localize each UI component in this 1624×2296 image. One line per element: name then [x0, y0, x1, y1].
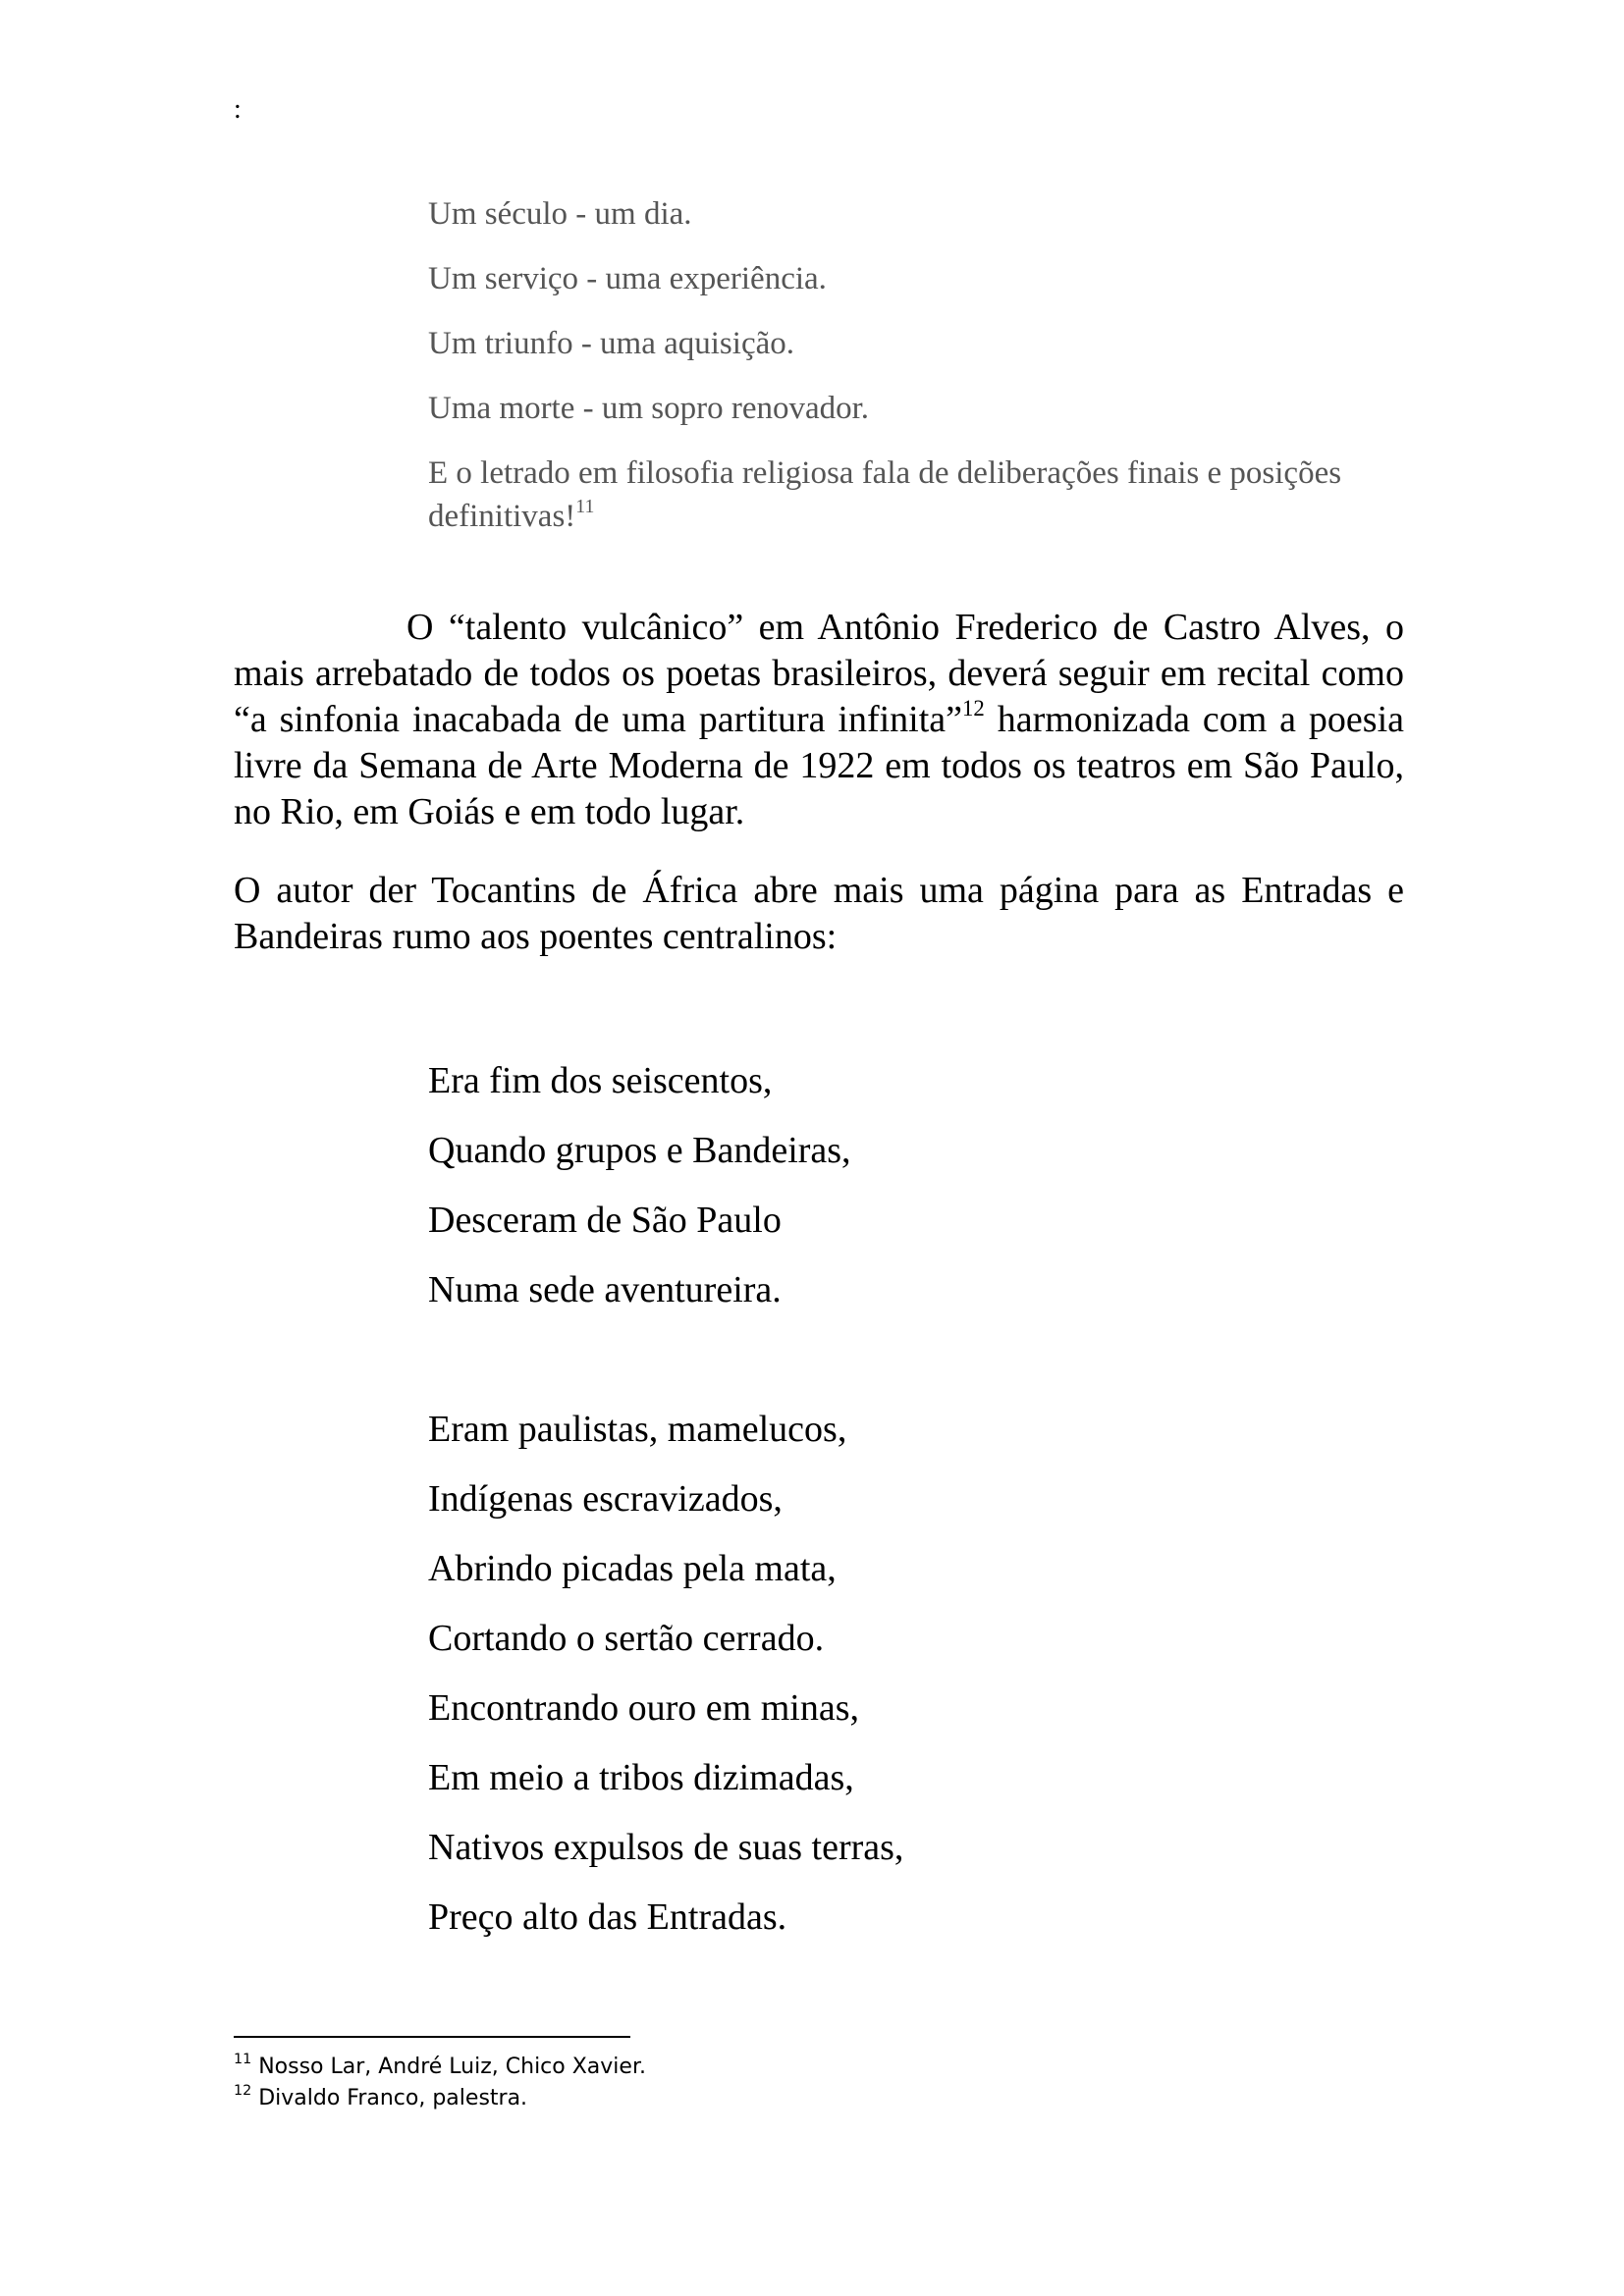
footnote-ref-11: 11 [575, 496, 595, 518]
poem-line: Abrindo picadas pela mata, [428, 1548, 837, 1589]
poem-line: Desceram de São Paulo [428, 1200, 782, 1241]
paragraph-1-text-b: harmonizada com a poesia livre da Semana de Arte Moderna de 1922 em todos os teatros em São Paulo, no Rio, em Goiás e em todo lugar. [234, 699, 1404, 832]
poem-line: Encontrando ouro em minas, [428, 1687, 860, 1729]
leading-colon: : [234, 94, 242, 125]
body-paragraph-1 [234, 605, 1404, 835]
poem-line: Cortando o sertão cerrado. [428, 1618, 825, 1659]
poem-stanza-1 [428, 1058, 1312, 1337]
quote-line-3: Um triunfo - uma aquisição. [428, 326, 794, 361]
poem-line: Eram paulistas, mamelucos, [428, 1409, 847, 1450]
footnotes [234, 2052, 646, 2114]
quote-final-sentence [428, 452, 1410, 538]
footnote-11 [234, 2052, 646, 2083]
footnote-number: 11 [234, 2052, 252, 2068]
quote-final-text: E o letrado em filosofia religiosa fala de deliberações finais e posições definitivas! [428, 455, 1342, 534]
poem-line: Em meio a tribos dizimadas, [428, 1757, 854, 1798]
epigraph-quote [428, 192, 1410, 538]
footnote-number: 12 [234, 2083, 252, 2100]
footnote-ref-12: 12 [962, 696, 985, 721]
poem-line: Indígenas escravizados, [428, 1478, 783, 1520]
quote-line-4: Uma morte - um sopro renovador. [428, 391, 870, 426]
quote-line-2: Um serviço - uma experiência. [428, 261, 827, 296]
footnote-text: Divaldo Franco, palestra. [251, 2086, 528, 2110]
poem-line: Quando grupos e Bandeiras, [428, 1130, 851, 1171]
poem-line: Numa sede aventureira. [428, 1269, 782, 1310]
footnote-separator [234, 2036, 630, 2038]
body-paragraph-2: O autor der Tocantins de África abre mais uma página para as Entradas e Bandeiras rumo aos poentes centralinos: [234, 870, 1404, 957]
footnote-12 [234, 2083, 646, 2114]
poem-line: Nativos expulsos de suas terras, [428, 1827, 904, 1868]
paragraph-1-text-a: O “talento vulcânico” em Antônio Frederico de Castro Alves, o mais arrebatado de todos os poetas brasileiros, deverá seguir em recital como “a sinfonia inacabada de uma partitura infinita” [234, 607, 1404, 740]
footnote-text: Nosso Lar, André Luiz, Chico Xavier. [251, 2055, 646, 2079]
poem-line: Era fim dos seiscentos, [428, 1060, 773, 1101]
poem-line: Preço alto das Entradas. [428, 1896, 787, 1938]
poem-stanza-2 [428, 1407, 1312, 1964]
quote-line-1: Um século - um dia. [428, 196, 692, 232]
